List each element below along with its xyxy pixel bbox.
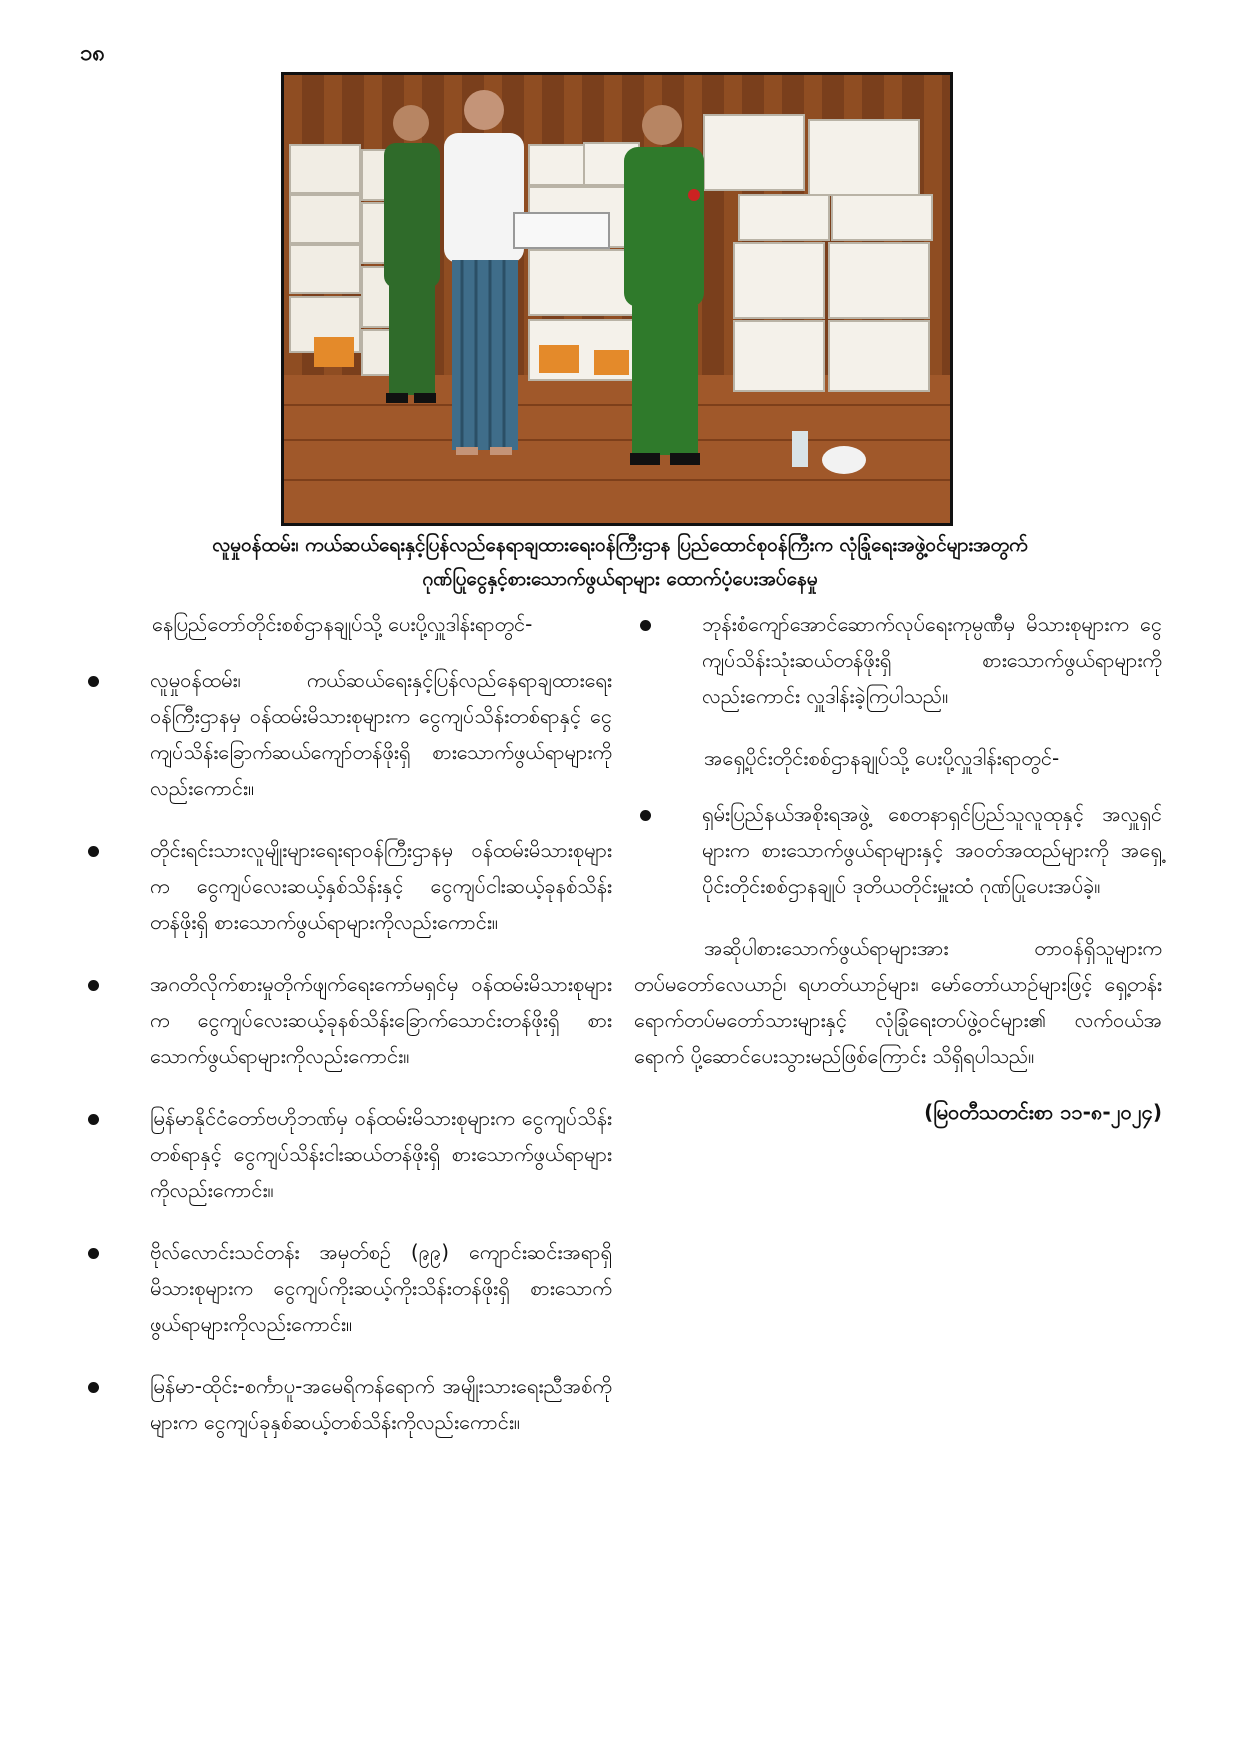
list-item: မြန်မာ-ထိုင်း-စင်္ကာပူ-အမေရိကန်ရောက် အမျိုးသားရေးညီအစ်ကိုများက ငွေကျပ်ခုနှစ်ဆယ့်တစ်သိန်းကိုလည်းကောင်း။: [82, 1368, 612, 1440]
section-paragraph: အရှေ့ပိုင်းတိုင်းစစ်ဌာနချုပ်သို့ ပေးပို့လှူဒါန်းရာတွင်-: [704, 746, 1060, 770]
news-source: (မြဝတီသတင်းစာ ၁၁-၈-၂၀၂၄): [924, 1100, 1162, 1124]
list-item: အဂတိလိုက်စားမှုတိုက်ဖျက်ရေးကော်မရှင်မှ ဝန်ထမ်းမိသားစုများက ငွေကျပ်လေးဆယ့်ခုနစ်သိန်းခြောက်သောင်းတန်ဖိုးရှိ စားသောက်ဖွယ်ရာများကိုလည်းကောင်း။: [82, 966, 612, 1074]
news-photo: [281, 72, 953, 526]
page-number: ၁၈: [80, 41, 105, 66]
list-item: တိုင်းရင်းသားလူမျိုးများရေးရာဝန်ကြီးဌာနမှ ဝန်ထမ်းမိသားစုများက ငွေကျပ်လေးဆယ့်နှစ်သိန်းနှင့် ငွေကျပ်ငါးဆယ့်ခုနစ်သိန်းတန်ဖိုးရှိ စားသောက်ဖွယ်ရာများကိုလည်းကောင်း။: [82, 832, 612, 940]
list-item: ဗိုလ်လောင်းသင်တန်း အမှတ်စဉ် (၉၉) ကျောင်းဆင်းအရာရှိမိသားစုများက ငွေကျပ်ကိုးဆယ့်ကိုးသိန်းတန်ဖိုးရှိ စားသောက်ဖွယ်ရာများကိုလည်းကောင်း။: [82, 1234, 612, 1342]
list-item: လူမှုဝန်ထမ်း၊ ကယ်ဆယ်ရေးနှင့်ပြန်လည်နေရာချထားရေးဝန်ကြီးဌာနမှ ဝန်ထမ်းမိသားစုများက ငွေကျပ်သိန်းတစ်ရာနှင့် ငွေကျပ်သိန်းခြောက်ဆယ်ကျော်တန်ဖိုးရှိ စားသောက်ဖွယ်ရာများကိုလည်းကောင်း။: [82, 662, 612, 806]
right-column: [634, 606, 1162, 1150]
caption-line-2: ဂုဏ်ပြုငွေနှင့်စားသောက်ဖွယ်ရာများ ထောက်ပံ့ပေးအပ်နေမှု: [422, 568, 818, 590]
closing-paragraph: အဆိုပါစားသောက်ဖွယ်ရာများအား တာဝန်ရှိသူများက တပ်မတော်လေယာဉ်၊ ရဟတ်ယာဉ်များ၊ မော်တော်ယာဉ်များဖြင့် ရှေ့တန်းရောက်တပ်မတော်သားများနှင့် လုံခြုံရေးတပ်ဖွဲ့ဝင်များ၏ လက်ဝယ်အရောက် ပို့ဆောင်ပေးသွားမည်ဖြစ်ကြောင်း သိရှိရပါသည်။: [634, 936, 1162, 1068]
list-item: မြန်မာနိုင်ငံတော်ဗဟိုဘဏ်မှ ဝန်ထမ်းမိသားစုများက ငွေကျပ်သိန်းတစ်ရာနှင့် ငွေကျပ်သိန်းငါးဆယ်တန်ဖိုးရှိ စားသောက်ဖွယ်ရာများကိုလည်းကောင်း။: [82, 1100, 612, 1208]
list-item: ဘုန်းစံကျော်အောင်ဆောက်လုပ်ရေးကုမ္ပဏီမှ မိသားစုများက ငွေကျပ်သိန်းသုံးဆယ်တန်ဖိုးရှိ စားသောက်ဖွယ်ရာများကိုလည်းကောင်း လှူဒါန်းခဲ့ကြပါသည်။: [634, 606, 1162, 714]
photo-caption: [80, 528, 1160, 596]
left-column: [82, 606, 612, 1466]
intro-paragraph: နေပြည်တော်တိုင်းစစ်ဌာနချုပ်သို့ ပေးပို့လှူဒါန်းရာတွင်-: [152, 612, 533, 636]
list-item: ရှမ်းပြည်နယ်အစိုးရအဖွဲ့ စေတနာရှင်ပြည်သူလူထုနှင့် အလှူရှင်များက စားသောက်ဖွယ်ရာများနှင့် အဝတ်အထည်များကို အရှေ့ပိုင်းတိုင်းစစ်ဌာနချုပ် ဒုတိယတိုင်းမှူးထံ ဂုဏ်ပြုပေးအပ်ခဲ့။: [634, 796, 1162, 904]
photo-illustration: [284, 75, 950, 523]
caption-line-1: လူမှုဝန်ထမ်း၊ ကယ်ဆယ်ရေးနှင့်ပြန်လည်နေရာချထားရေးဝန်ကြီးဌာန ပြည်ထောင်စုဝန်ကြီးက လုံခြုံရေးအဖွဲ့ဝင်များအတွက်: [212, 534, 1028, 556]
